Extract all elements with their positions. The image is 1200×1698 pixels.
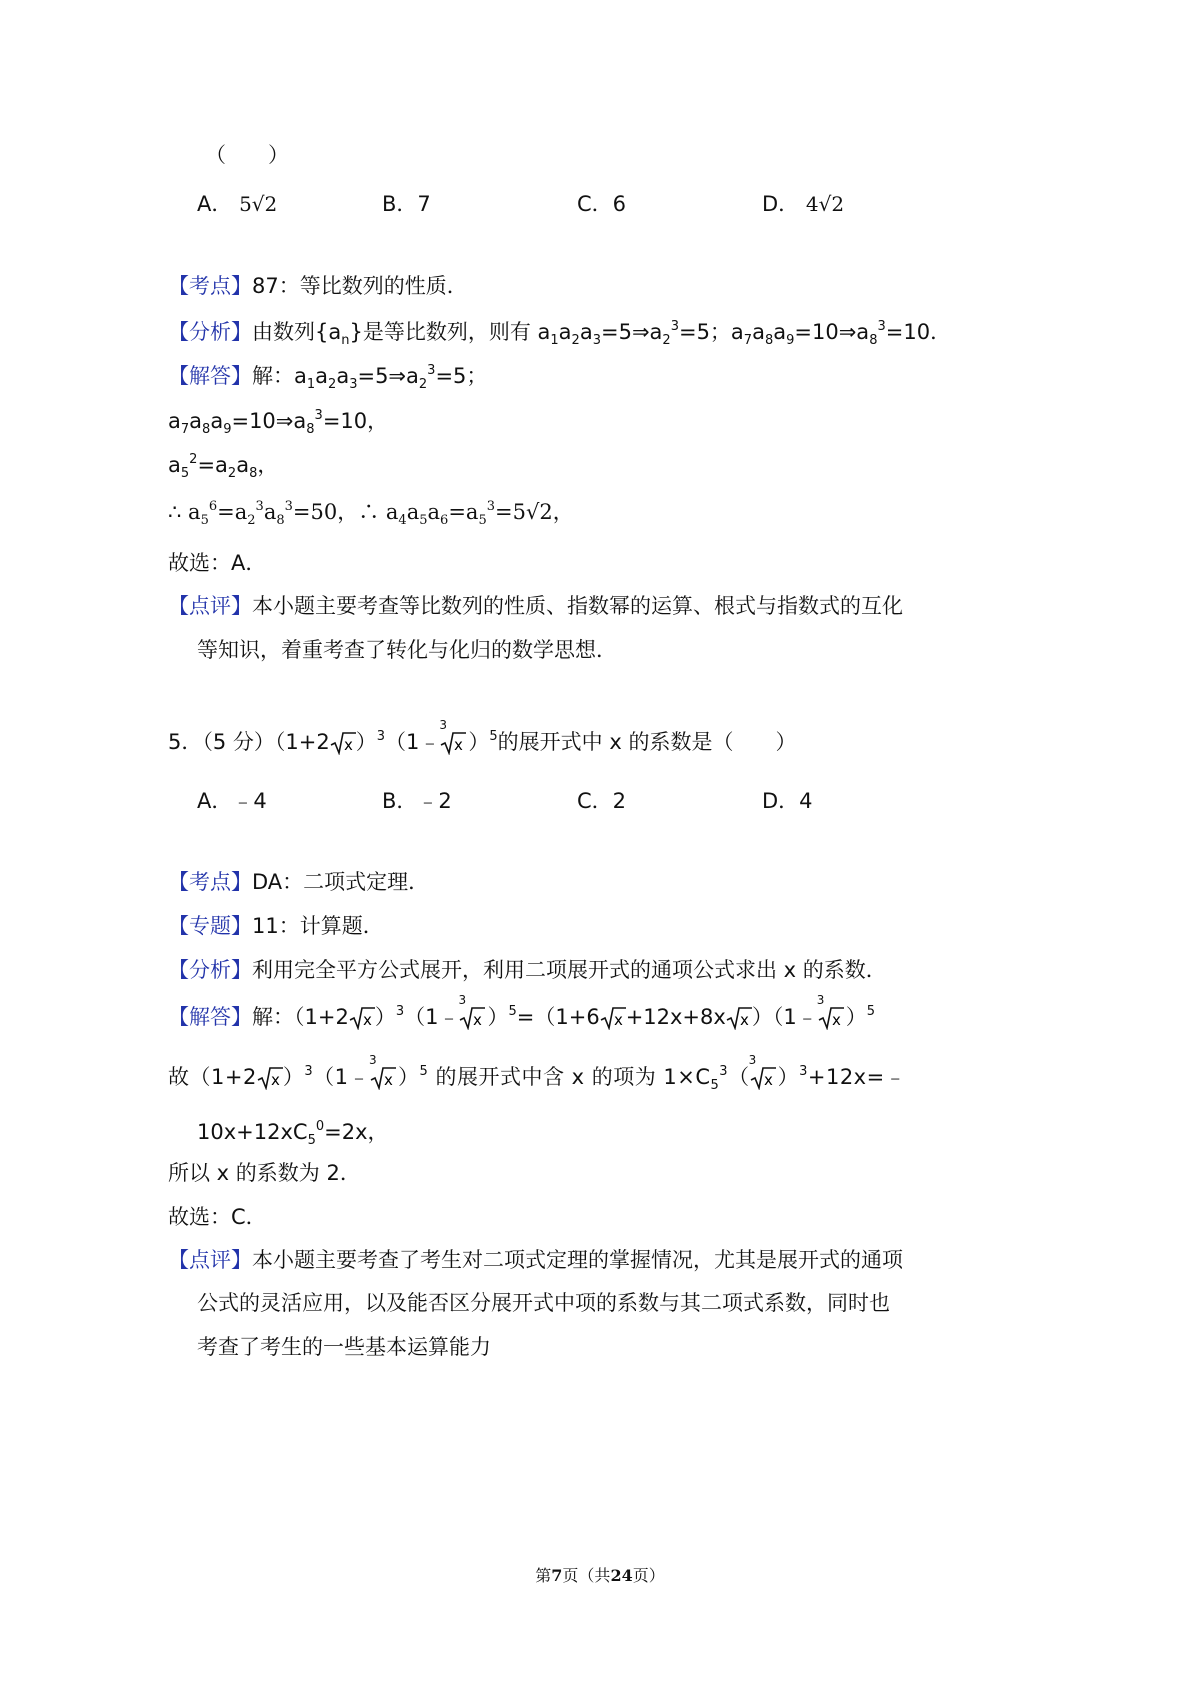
jieda-tag: 【解答】 — [168, 364, 252, 388]
svg-text:x: x — [739, 1011, 749, 1029]
kaodian-tag: 【考点】 — [168, 274, 252, 298]
sqrt-icon — [600, 1006, 626, 1030]
page-footer: 第7页（共24页） — [535, 1566, 665, 1585]
svg-text:x: x — [343, 736, 353, 754]
zhuanti-line-5: 【专题】11：计算题． — [168, 914, 384, 938]
svg-text:x: x — [383, 1071, 394, 1089]
dianping-line-5b: 公式的灵活应用，以及能否区分展开式中项的系数与其二项式系数，同时也 — [197, 1291, 890, 1315]
q5-option-d: D．4 — [762, 789, 813, 813]
svg-text:x: x — [763, 1071, 773, 1089]
kaodian-tag-5: 【考点】 — [168, 870, 252, 894]
stem-formula: （1+2 x ）$^3$（1﹣ 3 x ）$^5$ — [274, 718, 498, 754]
dianping-line-5c: 考查了考生的一些基本运算能力 — [197, 1335, 491, 1359]
dianping-line-4b: 等知识，着重考查了转化与化归的数学思想． — [197, 638, 617, 662]
gu-line-5: 故（1+2 x ）$^3$（1﹣ 3 x ）$^5$ 的展开式中含 x 的项为 $1\times C_5^3$（ 3 x ）$^3$+12x=﹣ — [168, 1053, 907, 1093]
sqrt-icon — [257, 1066, 283, 1090]
zhuanti-tag: 【专题】 — [168, 914, 252, 938]
dianping-line-4a: 【点评】本小题主要考查等比数列的性质、指数幂的运算、根式与指数式的互化 — [168, 594, 903, 618]
dianping-tag-5: 【点评】 — [168, 1248, 252, 1272]
option-a-value: 5√2 — [239, 192, 278, 216]
page-number: 7 — [551, 1566, 563, 1585]
conclusion-5: 所以 x 的系数为 2． — [168, 1161, 361, 1185]
formula-step3: $a_5^2=a_2a_8$， — [168, 452, 279, 481]
option-b: B．7 — [382, 192, 431, 216]
sqrt-icon — [330, 731, 356, 755]
formula-step2: $a_7a_8a_9=10\Rightarrow a_8^3=10$， — [168, 408, 389, 437]
option-a: A． 5√2 — [197, 192, 278, 216]
svg-text:x: x — [613, 1011, 623, 1029]
kaodian-text: 87：等比数列的性质． — [252, 274, 468, 298]
fenxi-tag: 【分析】 — [168, 320, 252, 344]
formula-step1: $a_1a_2a_3=5\Rightarrow a_2^3=5$； — [294, 363, 488, 392]
cube-root-icon — [818, 1006, 844, 1030]
jieda-line-4: 【解答】解：$a_1a_2a_3=5\Rightarrow a_2^3=5$； — [168, 363, 488, 392]
fenxi-line-4 — [168, 320, 951, 347]
answer-paren: （ ） — [205, 143, 289, 167]
page-total: 24 — [610, 1566, 633, 1585]
gu-line-5-cont: $10x+12xC_5^0=2x$， — [197, 1119, 389, 1148]
svg-text:x: x — [454, 736, 464, 754]
fenxi-tag-5: 【分析】 — [168, 958, 252, 982]
dianping-line-5a: 【点评】本小题主要考查了考生对二项式定理的掌握情况，尤其是展开式的通项 — [168, 1248, 903, 1272]
q5-option-b: B．﹣2 — [382, 789, 452, 813]
cube-root-icon — [440, 731, 466, 755]
svg-text:x: x — [831, 1011, 841, 1029]
guxuan-5: 故选：C． — [168, 1205, 267, 1229]
jieda-formula-5: （1+2 x ）$^3$（1﹣ 3 x ）$^5$=（1+6 x +12x+8x x ）（1﹣ 3 x ）$^5$ — [294, 993, 875, 1029]
jieda-line-5: 【解答】解：（1+2 x ）$^3$（1﹣ 3 x ）$^5$=（1+6 x +12x+8x x ）（1﹣ 3 x ）$^5$ — [168, 993, 875, 1029]
cube-root-icon — [750, 1066, 776, 1090]
svg-text:x: x — [362, 1011, 372, 1029]
question-5-stem: 5．（5 分）（1+2 x ）$^3$（1﹣ 3 x ）$^5$的展开式中 x 的系数是（ ） — [168, 718, 797, 754]
kaodian-line-5: 【考点】DA：二项式定理． — [168, 870, 430, 894]
sqrt-icon — [349, 1006, 375, 1030]
guxuan-4: 故选：A． — [168, 551, 267, 575]
q5-option-a: A．﹣4 — [197, 789, 267, 813]
cube-root-icon — [370, 1066, 396, 1090]
svg-text:x: x — [473, 1011, 483, 1029]
option-d-value: 4√2 — [805, 192, 845, 216]
kaodian-line-4 — [168, 276, 468, 297]
jieda-tag-5: 【解答】 — [168, 1005, 252, 1029]
formula-step4: ∴ $a_5^6=a_2^3a_8^3=50$，∴ $a_4a_5a_6=a_5^3=5√2$， — [168, 499, 574, 528]
option-c: C．6 — [577, 192, 627, 216]
sqrt-icon — [726, 1006, 752, 1030]
option-d: D． 4√2 — [762, 192, 845, 216]
cube-root-icon — [459, 1006, 485, 1030]
q5-option-c: C．2 — [577, 789, 627, 813]
svg-text:x: x — [270, 1071, 281, 1089]
fenxi-formula: 由数列$\{a_n\}$是等比数列，则有 $a_1a_2a_3=5\Rightarrow a_2^3=5$；$a_7a_8a_9=10\Rightarrow a_8^3=10$． — [252, 319, 952, 348]
fenxi-line-5: 【分析】利用完全平方公式展开，利用二项展开式的通项公式求出 x 的系数． — [168, 958, 887, 982]
dianping-tag: 【点评】 — [168, 594, 252, 618]
